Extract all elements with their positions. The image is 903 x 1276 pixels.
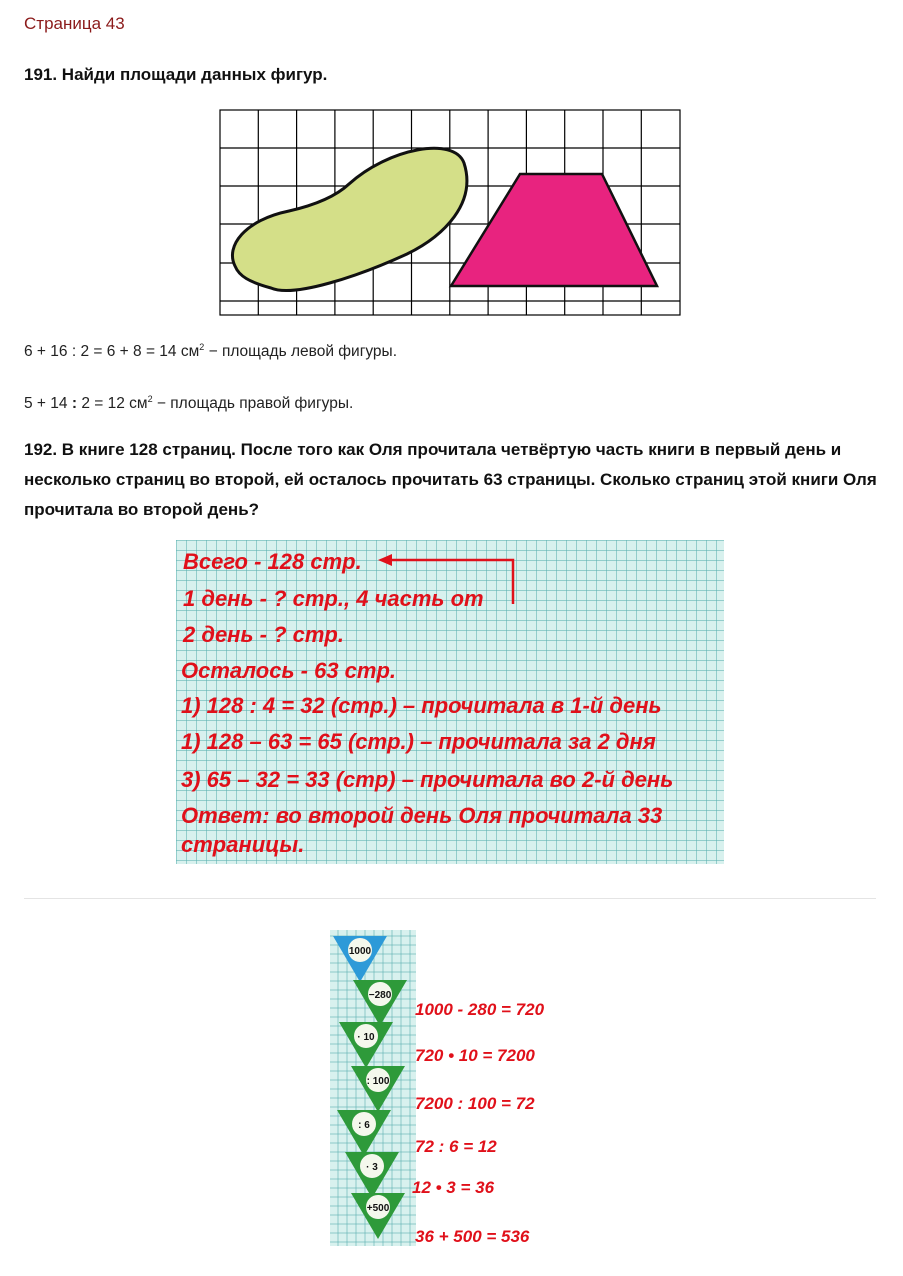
task-192-title: 192. В книге 128 страниц. После того как Оля прочитала четвёртую часть книги в первый день и несколько страниц во второй, ей осталось прочитать 63 страницы. Сколько страниц этой книги Оля прочитала во второй день? bbox=[24, 440, 877, 519]
op-label: · 3 bbox=[366, 1162, 378, 1173]
answer-left-figure: 6 + 16 : 2 = 6 + 8 = 14 $см^2$ − площадь левой фигуры. bbox=[24, 342, 397, 361]
trapezoid-shape bbox=[451, 174, 657, 286]
op-label: · 10 bbox=[357, 1032, 375, 1043]
op-label: +500 bbox=[366, 1203, 390, 1214]
notebook-line: 1) 128 : 4 = 32 (стр.) – прочитала в 1-й день bbox=[181, 693, 662, 718]
operation-chain-figure bbox=[330, 930, 416, 1246]
calc-line: 720 • 10 = 7200 bbox=[415, 1046, 535, 1065]
notebook-line: Ответ: во второй день Оля прочитала 33 bbox=[181, 803, 663, 828]
calc-line: 12 • 3 = 36 bbox=[412, 1178, 495, 1197]
notebook-line: 3) 65 – 32 = 33 (стр) – прочитала во 2-й день bbox=[181, 767, 674, 792]
notebook-line: 1) 128 – 63 = 65 (стр.) – прочитала за 2 дня bbox=[181, 729, 656, 754]
op-label: : 100 bbox=[366, 1076, 390, 1087]
area-shapes-figure bbox=[219, 108, 683, 316]
page-title: Страница 43 bbox=[24, 14, 125, 33]
notebook-line: страницы. bbox=[181, 832, 305, 857]
calc-line: 72 : 6 = 12 bbox=[415, 1137, 497, 1156]
op-label: −280 bbox=[368, 990, 392, 1001]
notebook-line: Всего - 128 стр. bbox=[183, 549, 362, 574]
calc-line: 1000 - 280 = 720 bbox=[415, 1000, 545, 1019]
calc-line: 36 + 500 = 536 bbox=[415, 1227, 530, 1246]
calc-line: 7200 : 100 = 72 bbox=[415, 1094, 535, 1113]
task-191-title: 191. Найди площади данных фигур. bbox=[24, 65, 328, 84]
op-label: : 6 bbox=[358, 1120, 370, 1131]
notebook-line: 1 день - ? стр., 4 часть от bbox=[183, 586, 484, 611]
left-blob-shape bbox=[232, 148, 466, 290]
section-divider bbox=[24, 898, 876, 899]
notebook-line: Осталось - 63 стр. bbox=[181, 658, 397, 683]
notebook-line: 2 день - ? стр. bbox=[183, 622, 344, 647]
op-label: 1000 bbox=[348, 946, 372, 957]
answer-right-figure: 5 + 14 : 2 = 12 $см^2$ − площадь правой фигуры. bbox=[24, 394, 354, 413]
notebook-solution bbox=[176, 540, 724, 864]
